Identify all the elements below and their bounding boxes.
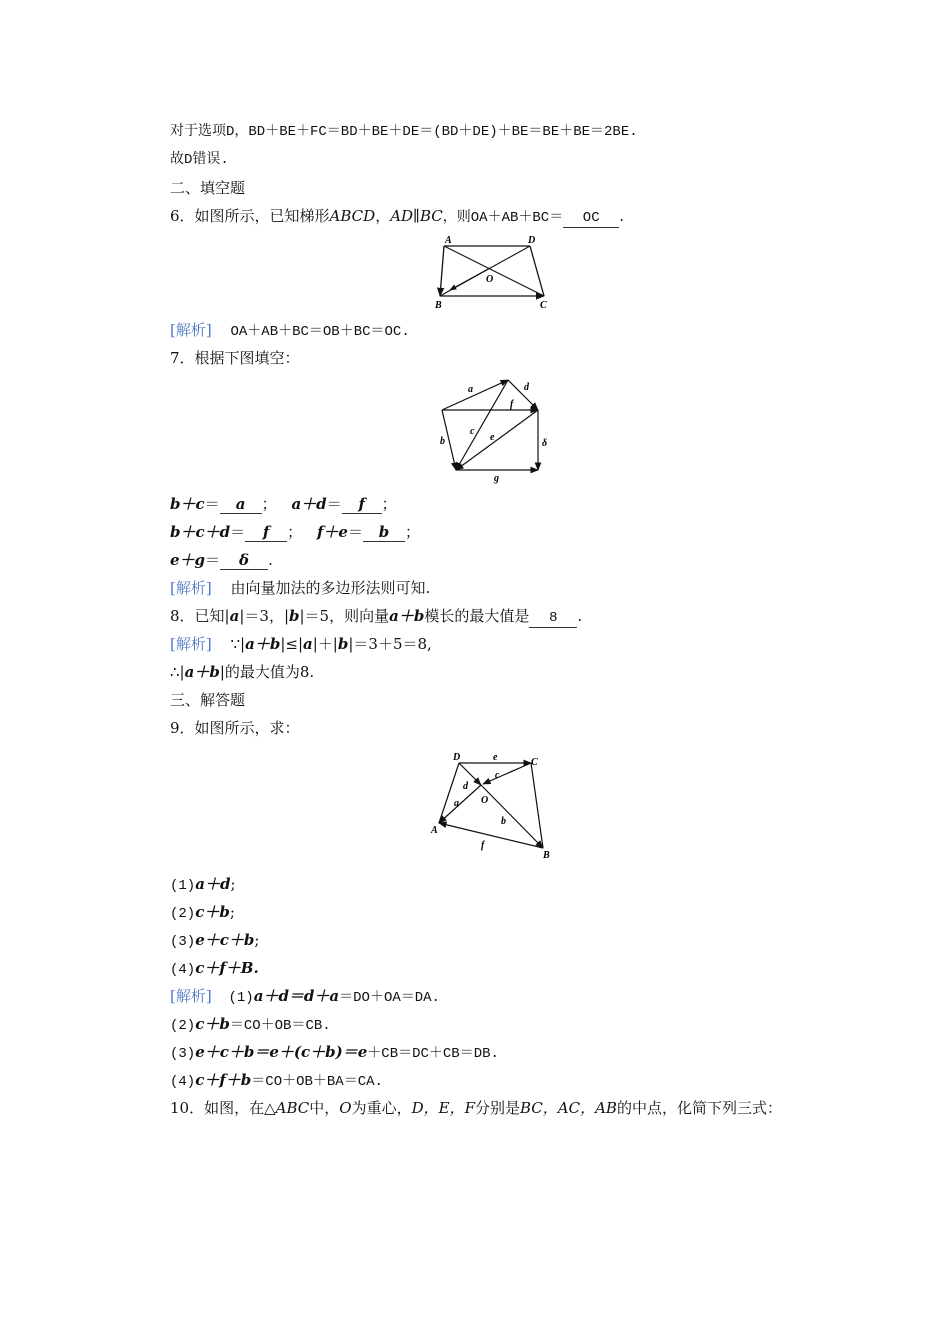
label-delta: δ [542, 438, 548, 449]
question-9-part-2 [170, 902, 235, 924]
expression: e＋g [170, 551, 206, 569]
item-number: (2) [170, 906, 196, 922]
label-a: a [454, 798, 459, 809]
label-B: B [435, 300, 442, 311]
text: ＝ [204, 495, 220, 513]
label-B: B [543, 850, 550, 861]
trapezoid-name: ABCD [329, 207, 376, 225]
label-c: c [495, 770, 500, 781]
answer-blank: OC [563, 210, 619, 228]
text: ； [287, 523, 303, 541]
expression: c＋b [195, 1015, 230, 1033]
sides: BC，AC，AB [520, 1099, 617, 1117]
label-C: C [540, 300, 547, 311]
analysis-8 [170, 634, 432, 654]
midpoints: D，E，F [411, 1099, 475, 1117]
label-O: O [486, 274, 494, 285]
text: 的中点，化简下列三式： [616, 1099, 782, 1117]
question-7: 7．根据下图填空： [170, 349, 300, 367]
question-6 [170, 206, 624, 228]
expression: a＋d＝d＋a [253, 987, 340, 1005]
analysis-tag: [解析] [170, 987, 212, 1005]
text: ； [381, 495, 397, 513]
item-number: (1) [228, 990, 254, 1006]
label-A: A [445, 235, 452, 246]
expression: e＋c＋b＝e＋(c＋b)＝e [195, 1043, 368, 1061]
result: ＝CO＋OB＋BA＝CA. [251, 1074, 383, 1090]
parallel-condition: AD∥BC [390, 207, 443, 225]
vector-sum: a＋b [389, 607, 425, 625]
text: ＝ [205, 551, 221, 569]
question-9: 9．如图所示，求： [170, 719, 300, 737]
question-9-part-3 [170, 930, 259, 952]
question-9-part-1 [170, 874, 236, 896]
text: |的最大值为8. [219, 663, 315, 681]
label-d: d [463, 781, 468, 792]
text: 分别是 [474, 1099, 520, 1117]
text: ∴| [170, 663, 185, 681]
item-number: (1) [170, 878, 196, 894]
label-A: A [431, 825, 438, 836]
text: . [268, 551, 273, 569]
text: |≤| [280, 635, 304, 653]
text: ; [230, 875, 236, 893]
label-c: c [470, 426, 475, 437]
expression: b＋c [170, 495, 205, 513]
analysis-9-part-4 [170, 1070, 383, 1092]
expression: f＋e [316, 523, 348, 541]
question-8 [170, 606, 582, 628]
section-heading: 三、解答题 [170, 691, 246, 709]
centroid: O [339, 1099, 352, 1117]
text: ∵| [230, 635, 246, 653]
text: 6．如图所示，已知梯形 [170, 207, 330, 225]
result: ＝DO＋OA＝DA. [339, 990, 440, 1006]
analysis-tag: [解析] [170, 321, 212, 339]
text-line: 对于选项D，BD＋BE＋FC＝BD＋BE＋DE＝(BD＋DE)＋BE＝BE＋BE＝2BE. [170, 124, 638, 140]
text: ， [375, 207, 391, 225]
expression: e＋c＋b [195, 931, 255, 949]
expression: c＋b [195, 903, 230, 921]
analysis-8-conclusion [170, 662, 314, 682]
analysis-tag: [解析] [170, 635, 212, 653]
label-d: d [524, 382, 529, 393]
item-number: (4) [170, 962, 196, 978]
result: ＋CB＝DC＋CB＝DB. [367, 1046, 499, 1062]
text: |＝3＋5＝8, [348, 635, 432, 653]
analysis-9-part-2 [170, 1014, 331, 1036]
answer-blank: f [245, 524, 287, 542]
label-b: b [440, 436, 445, 447]
analysis-tag: [解析] [170, 579, 212, 597]
analysis-9-part-3 [170, 1042, 499, 1064]
expression: c＋f＋B. [195, 959, 259, 977]
text: ； [404, 523, 420, 541]
label-f: f [510, 399, 514, 410]
text: 模长的最大值是 [424, 607, 530, 625]
section-heading: 二、填空题 [170, 179, 246, 197]
label-D: D [528, 235, 536, 246]
label-b: b [501, 816, 506, 827]
vector-b: b [289, 607, 300, 625]
text: |＋| [312, 635, 338, 653]
text: ； [261, 495, 277, 513]
analysis-9-part-1 [170, 986, 440, 1008]
expression: a＋d [291, 495, 327, 513]
label-D: D [453, 752, 461, 763]
analysis-7 [170, 578, 430, 598]
text: ; [229, 903, 235, 921]
text-line: 故D错误. [170, 152, 229, 168]
expression: c＋f＋b [195, 1071, 252, 1089]
vector-polygon-figure [430, 374, 560, 486]
answer-blank: a [220, 496, 262, 514]
item-number: (2) [170, 1018, 196, 1034]
text: 10．如图，在△ [170, 1099, 276, 1117]
label-O: O [481, 795, 489, 806]
text: ; [254, 931, 260, 949]
text: 为重心， [351, 1099, 412, 1117]
question-10 [170, 1098, 782, 1118]
text: ＝ [230, 523, 246, 541]
vector-a: a [229, 607, 240, 625]
expression: b＋c＋d [170, 523, 231, 541]
expression: a＋d [195, 875, 231, 893]
question-7-row-3 [170, 550, 273, 570]
label-f: f [481, 840, 485, 851]
text: . [619, 207, 624, 225]
question-9-part-4 [170, 958, 259, 980]
label-C: C [531, 757, 538, 768]
text: 中， [309, 1099, 340, 1117]
text: OA＋AB＋BC＝OB＋BC＝OC. [230, 324, 410, 340]
text: |＝5，则向量 [299, 607, 390, 625]
answer-blank: δ [220, 552, 268, 570]
result: ＝CO＋OB＝CB. [229, 1018, 331, 1034]
quadrilateral-figure [425, 748, 565, 866]
question-7-row-1 [170, 494, 397, 514]
text: 8．已知| [170, 607, 230, 625]
answer-blank: f [342, 496, 382, 514]
label-e: e [493, 752, 498, 763]
label-g: g [494, 473, 499, 484]
text: ＝ [347, 523, 363, 541]
item-number: (3) [170, 934, 196, 950]
label-a: a [468, 384, 473, 395]
text: 由向量加法的多边形法则可知. [230, 579, 431, 597]
item-number: (4) [170, 1074, 196, 1090]
text: ，则OA＋AB＋BC＝ [442, 210, 564, 226]
question-7-row-2 [170, 522, 420, 542]
vector-sum: a＋b [184, 663, 220, 681]
analysis-6 [170, 320, 410, 342]
label-e: e [490, 432, 495, 443]
text: |＝3，| [239, 607, 289, 625]
vector-a: a [303, 635, 313, 653]
answer-blank: 8 [529, 610, 577, 628]
item-number: (3) [170, 1046, 196, 1062]
text: . [577, 607, 583, 625]
triangle-name: ABC [275, 1099, 310, 1117]
vector-sum: a＋b [245, 635, 281, 653]
trapezoid-figure [430, 232, 550, 312]
answer-blank: b [363, 524, 405, 542]
vector-b: b [337, 635, 349, 653]
text: ＝ [326, 495, 342, 513]
